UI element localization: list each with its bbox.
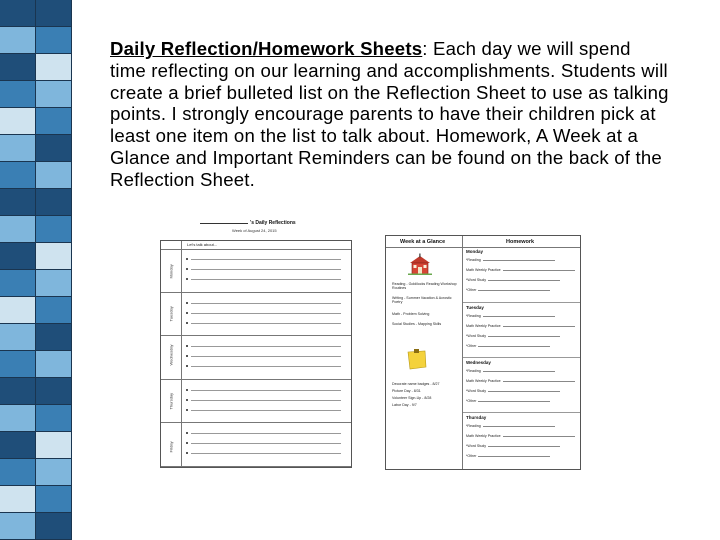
bullet-dot xyxy=(186,345,188,347)
glance-item: Writing - Summer Vacation & Acrostic Poetry xyxy=(392,296,452,304)
mosaic-tile xyxy=(36,27,72,54)
homework-field-label: *Reading xyxy=(466,258,481,262)
mosaic-tile xyxy=(0,351,36,378)
homework-field-label: *Reading xyxy=(466,369,481,373)
mosaic-tile xyxy=(0,162,36,189)
homework-field-label: *Word Study xyxy=(466,444,487,448)
bullet-line xyxy=(191,346,341,347)
glance-item: Picture Day - 8/31 xyxy=(392,389,421,393)
mosaic-tile xyxy=(0,189,36,216)
bullet-line xyxy=(191,303,341,304)
week-at-a-glance-sheet-image xyxy=(385,235,581,470)
mosaic-tile xyxy=(36,513,72,540)
bullet-line xyxy=(191,433,341,434)
homework-day-divider xyxy=(463,357,580,358)
bullet-dot xyxy=(186,312,188,314)
homework-field xyxy=(466,424,576,428)
homework-field-line xyxy=(483,426,555,427)
homework-day-divider xyxy=(463,412,580,413)
homework-day-name: Monday xyxy=(466,249,484,254)
mosaic-tile xyxy=(36,270,72,297)
homework-field xyxy=(466,324,576,328)
glance-left-header: Week at a Glance xyxy=(400,239,446,245)
homework-field-label: Math Weekly Practice xyxy=(466,434,501,438)
mosaic-tile xyxy=(0,378,36,405)
homework-field xyxy=(466,258,576,262)
homework-field xyxy=(466,389,576,393)
homework-field xyxy=(466,444,576,448)
bullet-line xyxy=(191,410,341,411)
bullet-line xyxy=(191,400,341,401)
homework-field-line xyxy=(478,290,550,291)
homework-field-label: Math Weekly Practice xyxy=(466,379,501,383)
homework-field xyxy=(466,334,576,338)
reflection-day-row xyxy=(161,380,351,424)
mosaic-tile xyxy=(0,405,36,432)
homework-field-line xyxy=(503,326,575,327)
mosaic-tile xyxy=(0,324,36,351)
homework-field xyxy=(466,369,576,373)
homework-field-label: *Other xyxy=(466,288,477,292)
homework-field xyxy=(466,454,576,458)
homework-field xyxy=(466,314,576,318)
bullet-dot xyxy=(186,452,188,454)
bullet-dot xyxy=(186,322,188,324)
mosaic-tile xyxy=(36,243,72,270)
homework-field-line xyxy=(488,280,560,281)
reflection-day-label: Tuesday xyxy=(168,306,174,322)
mosaic-tile xyxy=(0,81,36,108)
reflection-day-label: Thursday xyxy=(168,392,174,410)
reflection-day-row xyxy=(161,423,351,467)
mosaic-tile xyxy=(0,54,36,81)
homework-field-line xyxy=(488,391,560,392)
bullet-dot xyxy=(186,302,188,304)
bullet-dot xyxy=(186,432,188,434)
reflection-grid-header: Let's talk about... xyxy=(161,241,351,250)
reflection-paragraph xyxy=(110,38,670,191)
homework-day-divider xyxy=(463,302,580,303)
homework-field-line xyxy=(488,446,560,447)
homework-field-label: *Reading xyxy=(466,424,481,428)
glance-right-header: Homework xyxy=(506,239,535,245)
schoolhouse-icon xyxy=(408,253,432,275)
mosaic-tile xyxy=(0,459,36,486)
reflection-sheet-title: 's Daily Reflections xyxy=(200,220,350,226)
bullet-dot xyxy=(186,258,188,260)
decorative-blue-mosaic-border xyxy=(0,0,72,540)
paragraph-body: : Each day we will spend time reflecting on our learning and accomplishments. Students will create a brief bulleted list on the Reflection Sheet to use as talking points. I strongly encourage parents to have their children pick at least one item on the list to talk about. Homework, A Week at a Glance and Important Reminders can be found on the back of the Reflection Sheet. xyxy=(110,38,669,190)
homework-field-label: *Other xyxy=(466,344,477,348)
mosaic-tile xyxy=(36,432,72,459)
glance-item: Social Studies - Mapping Skills xyxy=(392,322,442,326)
bullet-dot xyxy=(186,442,188,444)
glance-item: Math - Problem Solving xyxy=(392,312,430,316)
bullet-line xyxy=(191,390,341,391)
mosaic-tile xyxy=(0,216,36,243)
glance-item: Labor Day - 9/7 xyxy=(392,403,417,407)
mosaic-tile xyxy=(36,405,72,432)
daily-reflections-sheet-image xyxy=(160,212,352,470)
mosaic-tile xyxy=(0,135,36,162)
mosaic-tile xyxy=(36,54,72,81)
bullet-dot xyxy=(186,399,188,401)
glance-item: Decorate name badges - 8/27 xyxy=(392,382,440,386)
homework-field-line xyxy=(488,336,560,337)
reflection-day-label: Monday xyxy=(168,264,174,279)
bullet-dot xyxy=(186,278,188,280)
homework-field-line xyxy=(478,346,550,347)
reflection-day-row xyxy=(161,293,351,337)
mosaic-tile xyxy=(36,459,72,486)
mosaic-tile xyxy=(0,432,36,459)
mosaic-tile xyxy=(36,0,72,27)
mosaic-tile xyxy=(36,162,72,189)
mosaic-tile xyxy=(0,243,36,270)
glance-item: Reading - Goldilocks Reading Workshop Routines xyxy=(392,282,457,290)
reflection-day-label: Friday xyxy=(168,441,174,453)
bullet-line xyxy=(191,259,341,260)
mosaic-tile xyxy=(0,0,36,27)
bullet-line xyxy=(191,356,341,357)
homework-field-line xyxy=(503,381,575,382)
bullet-dot xyxy=(186,409,188,411)
homework-field xyxy=(466,379,576,383)
sticky-note-icon xyxy=(406,349,428,371)
homework-field xyxy=(466,434,576,438)
bullet-dot xyxy=(186,389,188,391)
homework-field-label: *Word Study xyxy=(466,334,487,338)
mosaic-tile xyxy=(36,351,72,378)
mosaic-tile xyxy=(0,297,36,324)
homework-field-label: *Reading xyxy=(466,314,481,318)
bullet-line xyxy=(191,453,341,454)
homework-field-line xyxy=(483,316,555,317)
mosaic-tile xyxy=(36,216,72,243)
homework-field xyxy=(466,278,576,282)
homework-day-name: Tuesday xyxy=(466,305,484,310)
homework-field-label: Math Weekly Practice xyxy=(466,324,501,328)
homework-field-label: *Other xyxy=(466,399,477,403)
bullet-line xyxy=(191,313,341,314)
homework-field xyxy=(466,288,576,292)
mosaic-tile xyxy=(36,378,72,405)
homework-field-label: Math Weekly Practice xyxy=(466,268,501,272)
bullet-dot xyxy=(186,355,188,357)
homework-field-line xyxy=(503,436,575,437)
mosaic-tile xyxy=(0,27,36,54)
homework-field-label: *Word Study xyxy=(466,389,487,393)
bullet-line xyxy=(191,443,341,444)
reflection-day-label: Wednesday xyxy=(168,344,174,366)
homework-field xyxy=(466,344,576,348)
mosaic-tile xyxy=(36,297,72,324)
reflection-sheet-subtitle: Week of August 24, 2015 xyxy=(232,228,277,233)
mosaic-tile xyxy=(36,81,72,108)
homework-field-line xyxy=(483,371,555,372)
paragraph-heading: Daily Reflection/Homework Sheets xyxy=(110,38,423,59)
mosaic-tile xyxy=(0,513,36,540)
bullet-line xyxy=(191,269,341,270)
reflection-day-row xyxy=(161,249,351,293)
mosaic-tile xyxy=(0,486,36,513)
mosaic-tile xyxy=(36,108,72,135)
homework-field-line xyxy=(503,270,575,271)
homework-field-label: *Word Study xyxy=(466,278,487,282)
homework-day-name: Thursday xyxy=(466,415,487,420)
bullet-dot xyxy=(186,268,188,270)
glance-item: Volunteer Sign-Up - 8/28 xyxy=(392,396,432,400)
reflection-grid xyxy=(160,240,352,468)
bullet-dot xyxy=(186,365,188,367)
mosaic-tile xyxy=(0,108,36,135)
mosaic-tile xyxy=(36,486,72,513)
homework-field-label: *Other xyxy=(466,454,477,458)
homework-day-name: Wednesday xyxy=(466,360,491,365)
homework-field xyxy=(466,399,576,403)
mosaic-tile xyxy=(36,324,72,351)
reflection-day-row xyxy=(161,336,351,380)
mosaic-tile xyxy=(36,189,72,216)
bullet-line xyxy=(191,279,341,280)
homework-field-line xyxy=(478,456,550,457)
mosaic-tile xyxy=(36,135,72,162)
homework-field-line xyxy=(483,260,555,261)
bullet-line xyxy=(191,323,341,324)
bullet-line xyxy=(191,366,341,367)
homework-field-line xyxy=(478,401,550,402)
mosaic-tile xyxy=(0,270,36,297)
homework-field xyxy=(466,268,576,272)
